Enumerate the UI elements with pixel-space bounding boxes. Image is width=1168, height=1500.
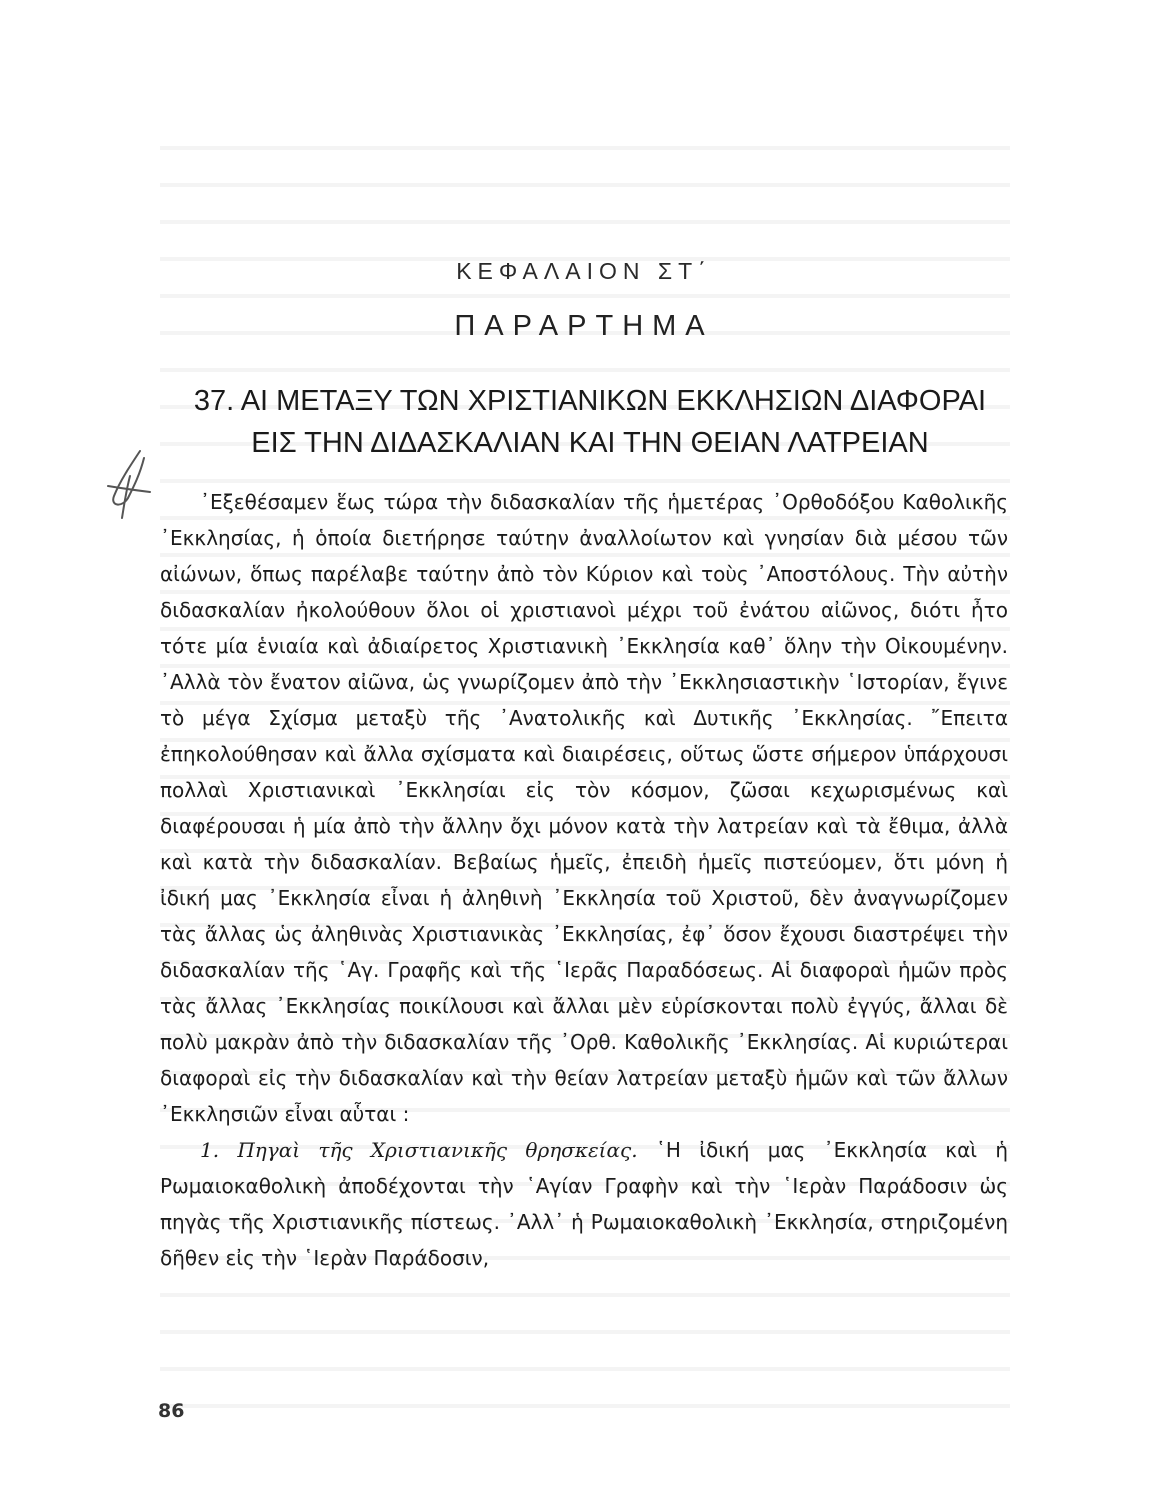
paragraph-2-lead: 1. Πηγαὶ τῆς Χριστιανικῆς θρησκείας. (200, 1138, 638, 1162)
section-heading (150, 380, 1030, 464)
section-heading-line-2: ΕΙΣ ΤΗΝ ΔΙΔΑΣΚΑΛΙΑΝ ΚΑΙ ΤΗΝ ΘΕΙΑΝ ΛΑΤΡΕΙΑΝ (251, 427, 929, 459)
section-heading-line-1: 37. ΑΙ ΜΕΤΑΞΥ ΤΩΝ ΧΡΙΣΤΙΑΝΙΚΩΝ ΕΚΚΛΗΣΙΩΝ ΔΙΑΦΟΡΑΙ (193, 385, 987, 417)
paragraph-2 (160, 1132, 1008, 1276)
paragraph-1: ᾿Εξεθέσαμεν ἕως τώρα τὴν διδασκαλίαν τῆς ἡμετέρας ᾿Ορθοδόξου Καθολικῆς ᾿Εκκλησίας, ἡ ὁποία διετήρησε ταύτην ἀναλλοίωτον καὶ γνησίαν διὰ μέσου τῶν αἰώνων, ὅπως παρέλαβε ταύτην ἀπὸ τὸν Κύριον καὶ τοὺς ᾿Αποστόλους. Τὴν αὐτὴν διδασκαλίαν ἠκολούθουν ὅλοι οἱ χριστιανοὶ μέχρι τοῦ ἐνάτου αἰῶνος, διότι ἦτο τότε μία ἑνιαία καὶ ἀδιαίρετος Χριστιανικὴ ᾿Εκκλησία καθ᾿ ὅλην τὴν Οἰκουμένην. ᾿Αλλὰ τὸν ἔνατον αἰῶνα, ὡς γνωρίζομεν ἀπὸ τὴν ᾿Εκκλησιαστικὴν ῾Ιστορίαν, ἔγινε τὸ μέγα Σχίσμα μεταξὺ τῆς ᾿Ανατολικῆς καὶ Δυτικῆς ᾿Εκκλησίας. ῎Επειτα ἐπηκολούθησαν καὶ ἄλλα σχίσματα καὶ διαιρέσεις, οὕτως ὥστε σήμερον ὑπάρχουσι πολλαὶ Χριστιανικαὶ ᾿Εκκλησίαι εἰς τὸν κόσμον, ζῶσαι κεχωρισμένως καὶ διαφέρουσαι ἡ μία ἀπὸ τὴν ἄλλην ὄχι μόνον κατὰ τὴν λατρείαν καὶ τὰ ἔθιμα, ἀλλὰ καὶ κατὰ τὴν διδασκαλίαν. Βεβαίως ἡμεῖς, ἐπειδὴ ἡμεῖς πιστεύομεν, ὅτι μόνη ἡ ἰδική μας ᾿Εκκλησία εἶναι ἡ ἀληθινὴ ᾿Εκκλησία τοῦ Χριστοῦ, δὲν ἀναγνωρίζομεν τὰς ἄλλας ὡς ἀληθινὰς Χριστιανικὰς ᾿Εκκλησίας, ἐφ᾿ ὅσον ἔχουσι διαστρέψει τὴν διδασκαλίαν τῆς ῾Αγ. Γραφῆς καὶ τῆς ῾Ιερᾶς Παραδόσεως. Αἱ διαφοραὶ ἡμῶν πρὸς τὰς ἄλλας ᾿Εκκλησίας ποικίλουσι καὶ ἄλλαι μὲν εὑρίσκονται πολὺ ἐγγύς, ἄλλαι δὲ πολὺ μακρὰν ἀπὸ τὴν διδασκαλίαν τῆς ᾿Ορθ. Καθολικῆς ᾿Εκκλησίας. Αἱ κυριώτεραι διαφοραὶ εἰς τὴν διδασκαλίαν καὶ τὴν θείαν λατρείαν μεταξὺ ἡμῶν καὶ τῶν ἄλλων ᾿Εκκλησιῶν εἶναι αὗται : (160, 490, 1008, 1126)
paragraph-2-text: ῾Η ἰδική μας ᾿Εκκλησία καὶ ἡ Ρωμαιοκαθολικὴ ἀποδέχονται τὴν ῾Αγίαν Γραφὴν καὶ τὴν ῾Ιερὰν Παράδοσιν ὡς πηγὰς τῆς Χριστιανικῆς πίστεως. ᾿Αλλ᾿ ἡ Ρωμαιοκαθολικὴ ᾿Εκκλησία, στηριζομένη δῆθεν εἰς τὴν ῾Ιερὰν Παράδοσιν, (160, 1138, 1008, 1270)
chapter-title: ΠΑΡΑΡΤΗΜΑ (454, 310, 714, 342)
body-text (160, 484, 1008, 1276)
chapter-label: ΚΕΦΑΛΑΙΟΝ ΣΤ΄ (456, 258, 712, 284)
page-number: 86 (158, 1400, 185, 1422)
